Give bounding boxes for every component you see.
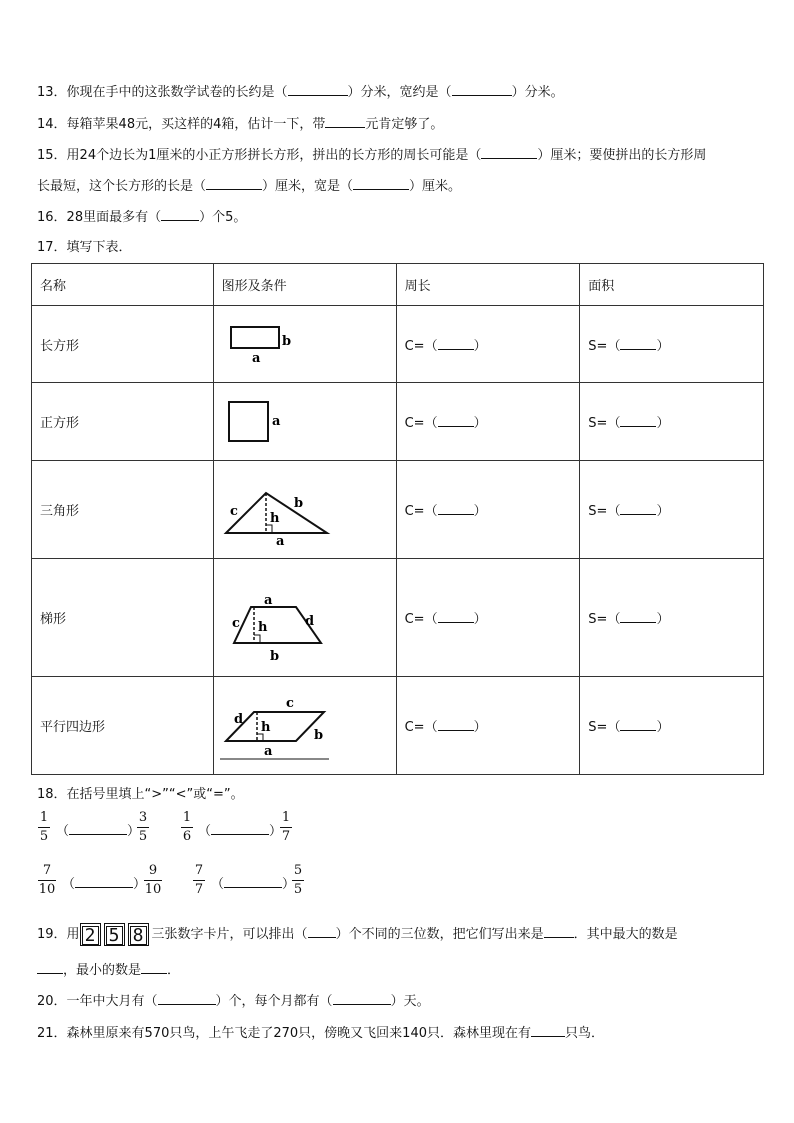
perimeter-cell[interactable]: C=（ ）	[396, 559, 580, 677]
header-perimeter: 周长	[396, 264, 580, 306]
question-19-line-2: ，最小的数是 ．	[37, 961, 180, 980]
svg-text:b: b	[269, 649, 279, 664]
svg-text:a: a	[263, 593, 273, 608]
trapezoid-diagram	[214, 559, 396, 672]
question-15-line-1: 15．用24个边长为1厘米的小正方形拼长方形，拼出的长方形的周长可能是（ ）厘米；要使拼出的长方形周	[37, 148, 707, 163]
table-header-row	[32, 264, 764, 306]
answer-blank[interactable]	[325, 115, 365, 128]
svg-text:b: b	[281, 334, 291, 349]
shape-table	[31, 263, 764, 775]
answer-blank[interactable]	[37, 961, 63, 974]
fraction: 7 10	[38, 863, 56, 897]
compare-blank[interactable]: （ ）	[211, 877, 296, 892]
question-21: 21．森林里原来有570只鸟，上午飞走了270只，傍晚又飞回来140只．森林里现在有 只鸟．	[37, 1026, 604, 1041]
compare-blank[interactable]: （ ）	[56, 824, 141, 839]
answer-blank[interactable]	[158, 992, 216, 1005]
table-row	[32, 306, 764, 383]
shape-name: 长方形	[32, 306, 214, 383]
svg-text:b: b	[293, 496, 303, 511]
answer-blank[interactable]	[308, 925, 336, 938]
svg-text:d: d	[233, 712, 243, 727]
answer-blank[interactable]	[206, 177, 262, 190]
fraction: 5 5	[293, 863, 303, 897]
rectangle-figure	[213, 306, 396, 383]
answer-blank[interactable]	[333, 992, 391, 1005]
area-cell[interactable]: S=（ ）	[580, 306, 764, 383]
answer-blank[interactable]	[161, 208, 199, 221]
area-cell[interactable]: S=（ ）	[580, 461, 764, 559]
shape-name: 梯形	[32, 559, 214, 677]
answer-blank[interactable]	[141, 961, 167, 974]
svg-text:d: d	[304, 614, 314, 629]
compare-blank[interactable]: （ ）	[62, 877, 147, 892]
perimeter-cell[interactable]: C=（ ）	[396, 677, 580, 775]
fraction: 1 7	[281, 810, 291, 844]
svg-text:h: h	[257, 620, 268, 635]
answer-blank[interactable]	[288, 83, 348, 96]
table-row	[32, 383, 764, 461]
parallelogram-diagram	[214, 677, 396, 770]
digit-card: 2	[80, 923, 101, 946]
svg-text:a: a	[251, 351, 261, 366]
parallelogram-figure	[213, 677, 396, 775]
svg-text:c: c	[285, 696, 294, 711]
digit-card: 8	[128, 923, 149, 946]
svg-text:c: c	[229, 504, 238, 519]
digit-card: 5	[104, 923, 125, 946]
fraction: 7 7	[194, 863, 204, 897]
area-cell[interactable]: S=（ ）	[580, 677, 764, 775]
answer-blank[interactable]	[481, 146, 537, 159]
compare-blank[interactable]: （ ）	[198, 824, 283, 839]
perimeter-cell[interactable]: C=（ ）	[396, 461, 580, 559]
answer-blank[interactable]	[531, 1024, 565, 1037]
svg-text:c: c	[231, 616, 240, 631]
fraction: 1 5	[39, 810, 49, 844]
question-18-title: 18．在括号里填上“>”“<”或“=”。	[37, 787, 244, 802]
header-figure: 图形及条件	[213, 264, 396, 306]
triangle-figure	[213, 461, 396, 559]
header-name: 名称	[32, 264, 214, 306]
question-19-line-1: 19．用 2 5 8 三张数字卡片，可以排出（ ）个不同的三位数，把它们写出来是 ．其中最大的数是	[37, 925, 678, 946]
header-area: 面积	[580, 264, 764, 306]
question-15-line-2: 长最短，这个长方形的长是（ ）厘米，宽是（ ）厘米。	[37, 179, 462, 194]
rectangle-diagram	[214, 306, 396, 378]
perimeter-cell[interactable]: C=（ ）	[396, 383, 580, 461]
answer-blank[interactable]	[452, 83, 512, 96]
triangle-diagram	[214, 461, 396, 554]
fraction: 1 6	[182, 810, 192, 844]
area-cell[interactable]: S=（ ）	[580, 383, 764, 461]
table-row	[32, 559, 764, 677]
svg-text:a: a	[263, 744, 273, 759]
table-row	[32, 677, 764, 775]
area-cell[interactable]: S=（ ）	[580, 559, 764, 677]
answer-blank[interactable]	[544, 925, 574, 938]
shape-name: 正方形	[32, 383, 214, 461]
square-figure	[213, 383, 396, 461]
question-13: 13．你现在手中的这张数学试卷的长约是（ ）分米，宽约是（ ）分米。	[37, 85, 564, 100]
svg-text:b: b	[313, 728, 323, 743]
trapezoid-figure	[213, 559, 396, 677]
fraction: 9 10	[144, 863, 162, 897]
square-diagram	[214, 383, 396, 456]
perimeter-cell[interactable]: C=（ ）	[396, 306, 580, 383]
shape-name: 三角形	[32, 461, 214, 559]
svg-text:a: a	[275, 534, 285, 549]
svg-text:h: h	[260, 720, 271, 735]
svg-text:h: h	[269, 511, 280, 526]
fraction: 3 5	[138, 810, 148, 844]
svg-text:a: a	[271, 414, 281, 429]
answer-blank[interactable]	[353, 177, 409, 190]
question-16: 16．28里面最多有（ ）个5。	[37, 210, 247, 225]
question-14: 14．每箱苹果48元，买这样的4箱，估计一下，带 元肯定够了。	[37, 117, 444, 132]
question-17-title: 17．填写下表．	[37, 240, 132, 255]
table-row	[32, 461, 764, 559]
shape-name: 平行四边形	[32, 677, 214, 775]
question-20: 20．一年中大月有（ ）个，每个月都有（ ）天。	[37, 994, 430, 1009]
